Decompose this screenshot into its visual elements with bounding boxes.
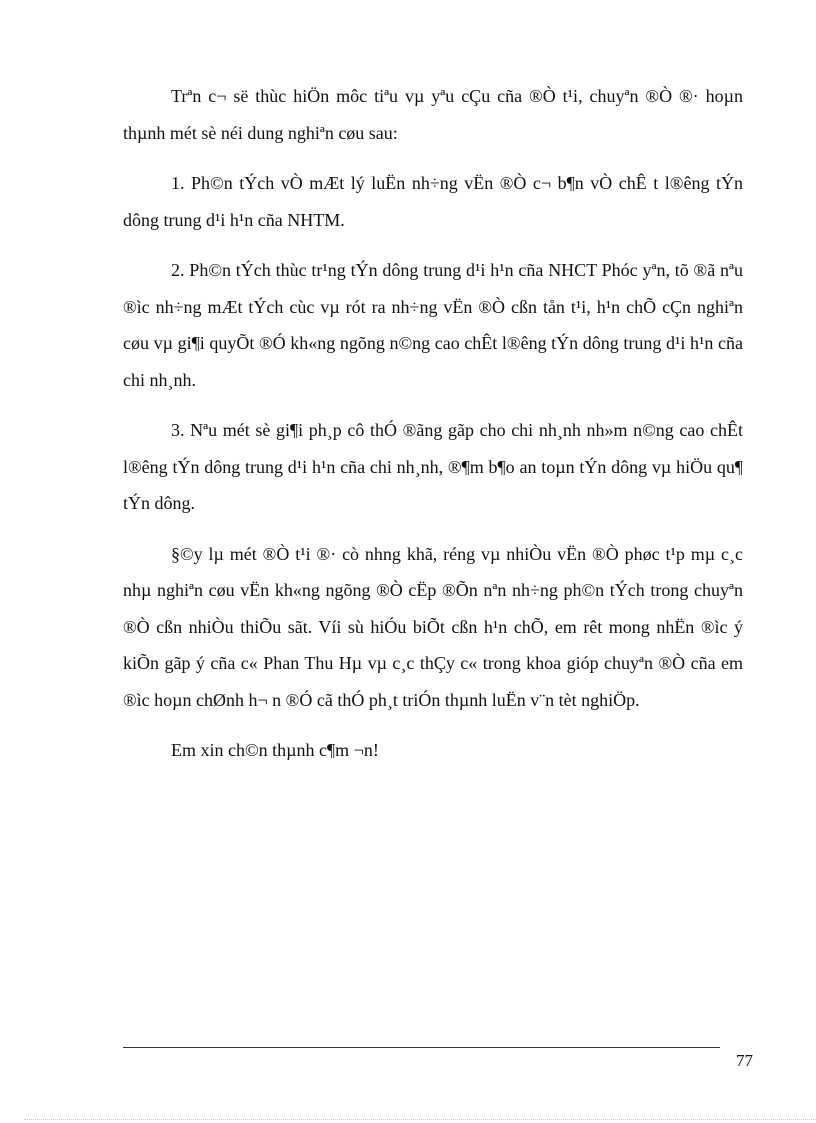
paragraph-intro: Trªn c¬ së thùc hiÖn môc tiªu vµ yªu cÇu cña ®Ò t¹i, chuyªn ®Ò ®· hoµn thµnh mét sè néi dung nghiªn cøu sau: <box>123 86 743 143</box>
paragraph-item-2: 2. Ph©n tÝch thùc tr¹ng tÝn dông trung d¹i h¹n cña NHCT Phóc yªn, tõ ®ã nªu ®ìc nh÷ng mÆt tÝch cùc vµ rót ra nh÷ng vËn ®Ò cßn tån t¹i, h¹n chÕ cÇn nghiªn cøu vµ gi¶i quyÕt ®Ó kh«ng ngõng n©ng cao chÊt l®êng tÝn dông trung d¹i h¹n cña chi nh¸nh. <box>123 260 743 390</box>
footer-divider <box>123 1047 720 1048</box>
paragraph-thanks: Em xin ch©n thµnh c¶m ¬n! <box>171 740 379 760</box>
paragraph-item-1: 1. Ph©n tÝch vÒ mÆt lý luËn nh÷ng vËn ®Ò c¬ b¶n vÒ chÊ t l®êng tÝn dông trung d¹i h¹n cña NHTM. <box>123 173 743 230</box>
paragraph-closing-note: §©y lµ mét ®Ò t¹i ®· cò nhng khã, réng vµ nhiÒu vËn ®Ò phøc t¹p mµ c¸c nhµ nghiªn cøu vËn kh«ng ngõng ®Ò cËp ®Õn nªn nh÷ng ph©n tÝch trong chuyªn ®Ò cßn nhiÒu thiÕu sãt. Víi sù hiÓu biÕt cßn h¹n chÕ, em rêt mong nhËn ®ìc ý kiÕn gãp ý cña c« Phan Thu Hµ vµ c¸c thÇy c« trong khoa gióp chuyªn ®Ò cña em ®ìc hoµn chØnh h¬ n ®Ó cã thÓ ph¸t triÓn thµnh luËn v¨n tèt nghiÖp. <box>123 543 743 710</box>
page-number: 77 <box>736 1051 753 1070</box>
page-bottom-dotted-edge <box>24 1119 816 1120</box>
paragraph-item-3: 3. Nªu mét sè gi¶i ph¸p cô thÓ ®ãng gãp cho chi nh¸nh nh»m n©ng cao chÊt l®êng tÝn dông trung d¹i h¹n cña chi nh¸nh, ®¶m b¶o an toµn tÝn dông vµ hiÖu qu¶ tÝn dông. <box>123 420 743 513</box>
document-body <box>123 78 743 783</box>
